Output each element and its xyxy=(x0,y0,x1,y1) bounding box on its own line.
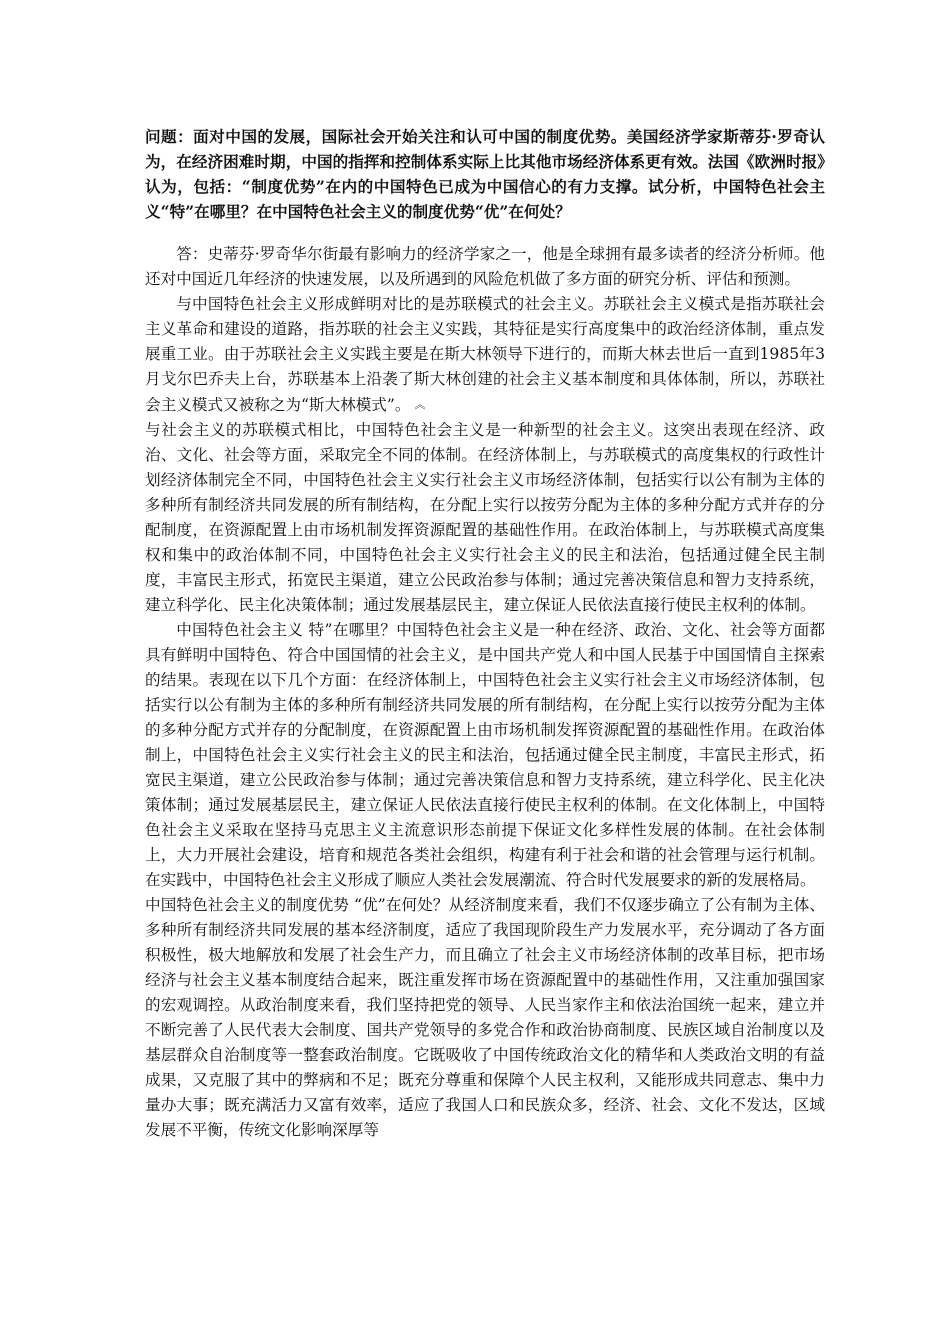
revision-mark-icon: ︽ xyxy=(414,398,426,411)
answer-paragraph: 中国特色社会主义的制度优势 “优”在何处？从经济制度来看，我们不仅逐步确立了公有制为主体、多种所有制经济共同发展的基本经济制度，适应了我国现阶段生产力发展水平，充分调动了各方面积极性，极大地解放和发展了社会生产力，而且确立了社会主义市场经济体制的改革目标，把市场经济与社会主义基本制度结合起来，既注重发挥市场在资源配置中的基础性作用，又注重加强国家的宏观调控。从政治制度来看，我们坚持把党的领导、人民当家作主和依法治国统一起来，建立并不断完善了人民代表大会制度、国共产党领导的多党合作和政治协商制度、民族区域自治制度以及基层群众自治制度等一整套政治制度。它既吸收了中国传统政治文化的精华和人类政治文明的有益成果，又克服了其中的弊病和不足；既充分尊重和保障个人民主权利，又能形成共同意志、集中力量办大事；既充满活力又富有效率，适应了我国人口和民族众多，经济、社会、文化不发达，区域发展不平衡，传统文化影响深厚等 xyxy=(145,896,825,1139)
answer-paragraph: 中国特色社会主义 特”在哪里？中国特色社会主义是一种在经济、政治、文化、社会等方面都具有鲜明中国特色、符合中国国情的社会主义，是中国共产党人和中国人民基于中国国情自主探索的结果。表现在以下几个方面：在经济体制上，中国特色社会主义实行社会主义市场经济体制，包括实行以公有制为主体的多种所有制经济共同发展的所有制结构，在分配上实行以按劳分配为主体的多种分配方式并存的分配制度，在资源配置上由市场机制发挥资源配置的基础性作用。在政治体制上，中国特色社会主义实行社会主义的民主和法治，包括通过健全民主制度，丰富民主形式，拓宽民主渠道，建立公民政治参与体制；通过完善决策信息和智力支持系统，建立科学化、民主化决策体制；通过发展基层民主，建立保证人民依法直接行使民主权利的体制。在文化体制上，中国特色社会主义采取在坚持马克思主义主流意识形态前提下保证文化多样性发展的体制。在社会体制上，大力开展社会建设，培育和规范各类社会组织，构建有利于社会和谐的社会管理与运行机制。在实践中，中国特色社会主义形成了顺应人类社会发展潮流、符合时代发展要求的新的发展格局。 xyxy=(145,621,825,889)
question-text: 问题：面对中国的发展，国际社会开始关注和认可中国的制度优势。美国经济学家斯蒂芬·罗奇认为，在经济困难时期，中国的指挥和控制体系实际上比其他市场经济体系更有效。法国《欧洲时报》认为，包括：“制度优势”在内的中国特色已成为中国信心的有力支撑。试分析，中国特色社会主义“特”在哪里？在中国特色社会主义的制度优势“优”在何处？ xyxy=(145,127,825,221)
answer-paragraph: 答：史蒂芬·罗奇华尔街最有影响力的经济学家之一，他是全球拥有最多读者的经济分析师。他还对中国近几年经济的快速发展，以及所遇到的风险危机做了多方面的研究分析、评估和预测。 xyxy=(145,245,825,288)
answer-paragraph xyxy=(145,292,825,418)
document-page xyxy=(145,124,825,1143)
answer-paragraph: 与社会主义的苏联模式相比，中国特色社会主义是一种新型的社会主义。这突出表现在经济、政治、文化、社会等方面，采取完全不同的体制。在经济体制上，与苏联模式的高度集权的行政性计划经济体制完全不同，中国特色社会主义实行社会主义市场经济体制，包括实行以公有制为主体的多种所有制经济共同发展的所有制结构，在分配上实行以按劳分配为主体的多种分配方式并存的分配制度，在资源配置上由市场机制发挥资源配置的基础性作用。在政治体制上，与苏联模式高度集权和集中的政治体制不同，中国特色社会主义实行社会主义的民主和法治，包括通过健全民主制度，丰富民主形式，拓宽民主渠道，建立公民政治参与体制；通过完善决策信息和智力支持系统，建立科学化、民主化决策体制；通过发展基层民主，建立保证人民依法直接行使民主权利的体制。 xyxy=(145,421,825,614)
paragraph-text: 与中国特色社会主义形成鲜明对比的是苏联模式的社会主义。苏联社会主义模式是指苏联社会主义革命和建设的道路，指苏联的社会主义实践，其特征是实行高度集中的政治经济体制，重点发展重工业。由于苏联社会主义实践主要是在斯大林领导下进行的，而斯大林去世后一直到1985年3月戈尔巴乔夫上台，苏联基本上沿袭了斯大林创建的社会主义基本制度和具体体制，所以，苏联社会主义模式又被称之为“斯大林模式”。 xyxy=(145,295,825,414)
answer-body xyxy=(145,242,825,1143)
